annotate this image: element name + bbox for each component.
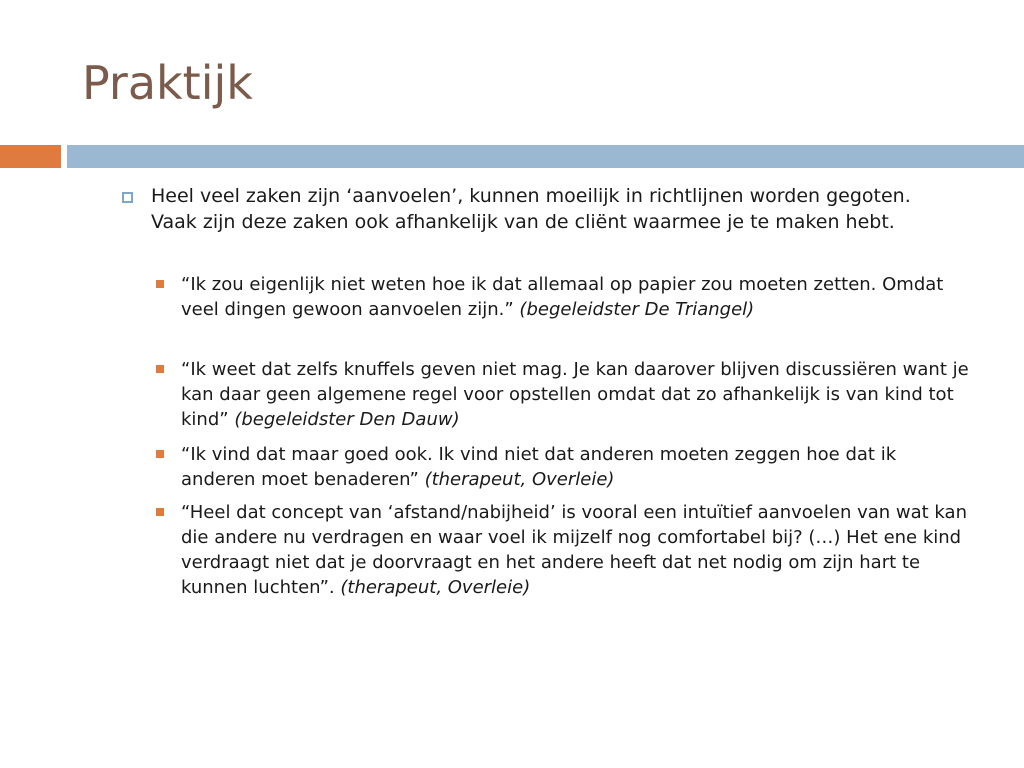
sub-bullet-text — [181, 357, 976, 432]
bullet-text: Heel veel zaken zijn ‘aanvoelen’, kunnen moeilijk in richtlijnen worden gegoten. Vaak zijn deze zaken ook afhankelijk van de cliënt waarmee je te maken hebt. — [151, 185, 911, 233]
slide-title: Praktijk — [82, 56, 253, 110]
sub-bullet-text — [181, 442, 976, 492]
quote-source: (therapeut, Overleie) — [424, 469, 615, 490]
sub-bullet — [156, 357, 976, 432]
square-bullet-icon — [156, 508, 164, 516]
square-bullet-icon — [156, 280, 164, 288]
quote-text: “Heel dat concept van ‘afstand/nabijheid’ is vooral een intuïtief aanvoelen van wat kan die andere nu verdragen en waar voel ik mijzelf nog comfortabel bij? (…) Het ene kind verdraagt niet dat je doorvraagt en het andere heeft dat net nodig om zijn hart te kunnen luchten”. — [181, 502, 967, 598]
square-bullet-icon — [156, 450, 164, 458]
sub-bullet-text — [181, 272, 976, 322]
quote-text: “Ik zou eigenlijk niet weten hoe ik dat allemaal op papier zou moeten zetten. Omdat veel dingen gewoon aanvoelen zijn.” — [181, 274, 944, 320]
bullet-level1 — [122, 183, 942, 235]
sub-bullet-text — [181, 500, 976, 600]
sub-bullet — [156, 442, 976, 492]
square-outline-bullet-icon — [122, 192, 133, 203]
sub-bullet — [156, 500, 976, 600]
quote-source: (therapeut, Overleie) — [340, 577, 531, 598]
quote-source: (begeleidster De Triangel) — [519, 299, 755, 320]
square-bullet-icon — [156, 365, 164, 373]
quote-text: “Ik vind dat maar goed ook. Ik vind niet dat anderen moeten zeggen hoe dat ik anderen moet benaderen” — [181, 444, 897, 490]
quote-text: “Ik weet dat zelfs knuffels geven niet mag. Je kan daarover blijven discussiëren want je kan daar geen algemene regel voor opstellen omdat dat zo afhankelijk is van kind tot kind” — [181, 359, 969, 430]
quote-source: (begeleidster Den Dauw) — [234, 409, 460, 430]
sub-bullet — [156, 272, 976, 322]
